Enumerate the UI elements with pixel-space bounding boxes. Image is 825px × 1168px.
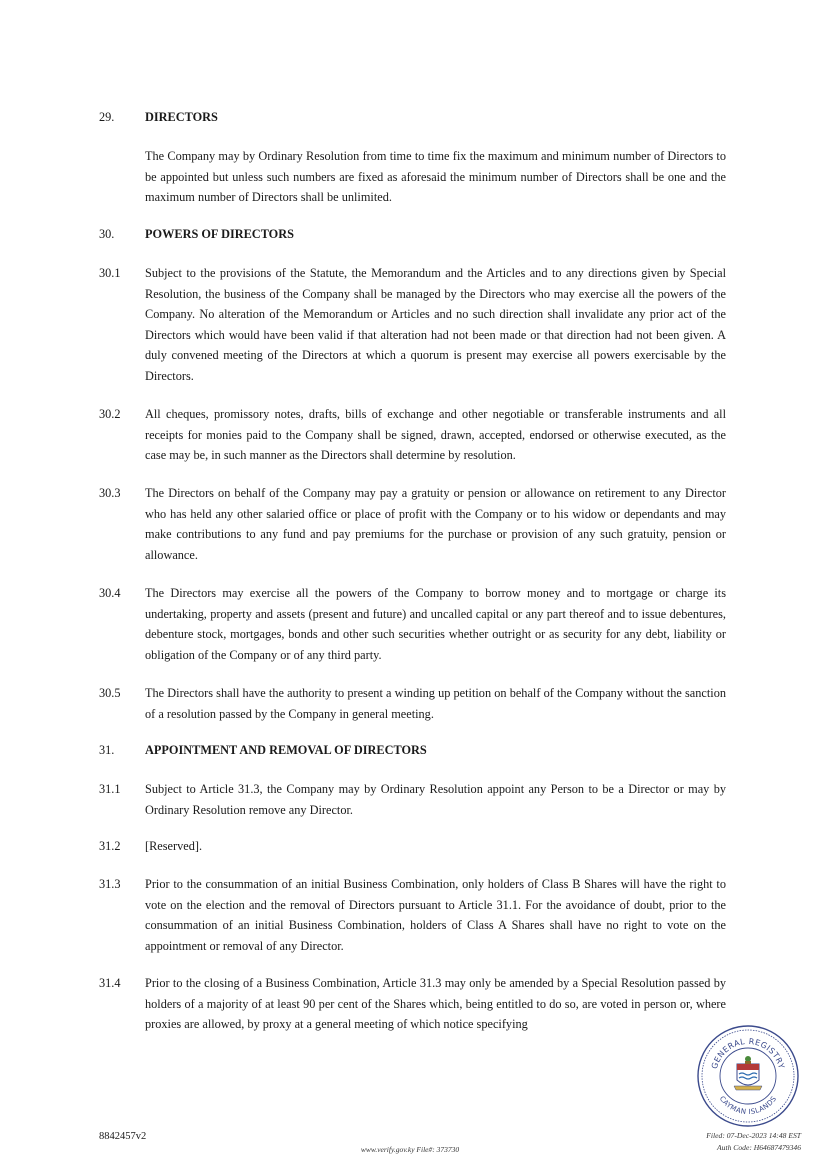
clause-30-2: [99, 404, 726, 466]
coat-of-arms-icon: [734, 1056, 762, 1090]
section-number: 30.: [99, 227, 115, 241]
clause-number: 31.3: [99, 877, 121, 891]
clause-30-1: [99, 263, 726, 386]
auth-code: Auth Code: H64687479346: [717, 1143, 801, 1152]
section-title: POWERS OF DIRECTORS: [145, 227, 294, 241]
section-30-heading: [99, 224, 726, 245]
clause-number: 30.3: [99, 486, 121, 500]
filed-date: Filed: 07-Dec-2023 14:48 EST: [706, 1131, 801, 1140]
clause-text: Prior to the closing of a Business Combination, Article 31.3 may only be amended by a Special Resolution passed by holders of a majority of at least 90 per cent of the Shares which, being entitled to do so, are voted in person or, where proxies are allowed, by proxy at a general meeting of which notice specifying: [145, 976, 726, 1031]
clause-number: 31.1: [99, 782, 121, 796]
clause-text: Prior to the consummation of an initial Business Combination, only holders of Class B Shares will have the right to vote on the election and the removal of Directors pursuant to Article 31.1. For the avoidance of doubt, prior to the consummation of an initial Business Combination, holders of Class A Shares shall have no right to vote on the appointment or removal of any Director.: [145, 877, 726, 953]
clause-number: 31.4: [99, 976, 121, 990]
clause-number: 31.2: [99, 839, 121, 853]
seal-bottom-text: CAYMAN ISLANDS: [717, 1094, 779, 1117]
section-number: 29.: [99, 110, 115, 124]
clause-text: The Directors on behalf of the Company may pay a gratuity or pension or allowance on retirement to any Director who has held any other salaried office or place of profit with the Company or to his widow or dependants and may make contributions to any fund and pay premiums for the purchase or provision of any such gratuity, pension or allowance.: [145, 486, 726, 562]
clause-31-3: [99, 874, 726, 956]
clause-text: [Reserved].: [145, 839, 203, 853]
section-title: DIRECTORS: [145, 110, 218, 124]
filing-stamp: [706, 1130, 801, 1154]
clause-31-1: [99, 779, 726, 820]
clause-text: The Directors may exercise all the powers of the Company to borrow money and to mortgage or charge its undertaking, property and assets (present and future) and uncalled capital or any part thereof and to issue debentures, debenture stock, mortgages, bonds and other such securities whether outright or as security for any debt, liability or obligation of the Company or of any third party.: [145, 586, 726, 662]
clause-number: 30.5: [99, 686, 121, 700]
seal-top-text: GENERAL REGISTRY: [709, 1036, 787, 1071]
clause-30-3: [99, 483, 726, 565]
clause-text: Subject to Article 31.3, the Company may by Ordinary Resolution appoint any Person to be a Director or may by Ordinary Resolution remove any Director.: [145, 782, 726, 817]
section-29-text: The Company may by Ordinary Resolution from time to time fix the maximum and minimum number of Directors to be appointed but unless such numbers are fixed as aforesaid the minimum number of Directors shall be one and the maximum number of Directors shall be unlimited.: [145, 149, 726, 204]
clause-31-4: [99, 973, 726, 1035]
clause-30-5: [99, 683, 726, 724]
clause-number: 30.4: [99, 586, 121, 600]
clause-number: 30.1: [99, 266, 121, 280]
svg-text:CAYMAN ISLANDS: [718, 1095, 779, 1116]
section-31-heading: [99, 740, 726, 761]
verification-footer: www.verify.gov.ky File#: 373730: [360, 1145, 460, 1154]
clause-number: 30.2: [99, 407, 121, 421]
document-reference: 8842457v2: [99, 1131, 147, 1142]
clause-text: The Directors shall have the authority to present a winding up petition on behalf of the Company without the sanction of a resolution passed by the Company in general meeting.: [145, 686, 726, 721]
clause-text: Subject to the provisions of the Statute, the Memorandum and the Articles and to any directions given by Special Resolution, the business of the Company shall be managed by the Directors who may exercise all the powers of the Company. No alteration of the Memorandum or Articles and no such direction shall invalidate any prior act of the Directors which would have been valid if that alteration had not been made or that direction had not been given. A duly convened meeting of the Directors at which a quorum is present may exercise all powers exercisable by the Directors.: [145, 266, 726, 383]
clause-text: All cheques, promissory notes, drafts, bills of exchange and other negotiable or transferable instruments and all receipts for monies paid to the Company shall be signed, drawn, accepted, endorsed or otherwise executed, as the case may be, in such manner as the Directors shall determine by resolution.: [145, 407, 726, 462]
clause-30-4: [99, 583, 726, 665]
general-registry-seal-icon: [696, 1024, 800, 1128]
clause-31-2: [99, 836, 726, 857]
section-title: APPOINTMENT AND REMOVAL OF DIRECTORS: [145, 743, 427, 757]
section-29-heading: [99, 107, 726, 128]
section-number: 31.: [99, 743, 115, 757]
